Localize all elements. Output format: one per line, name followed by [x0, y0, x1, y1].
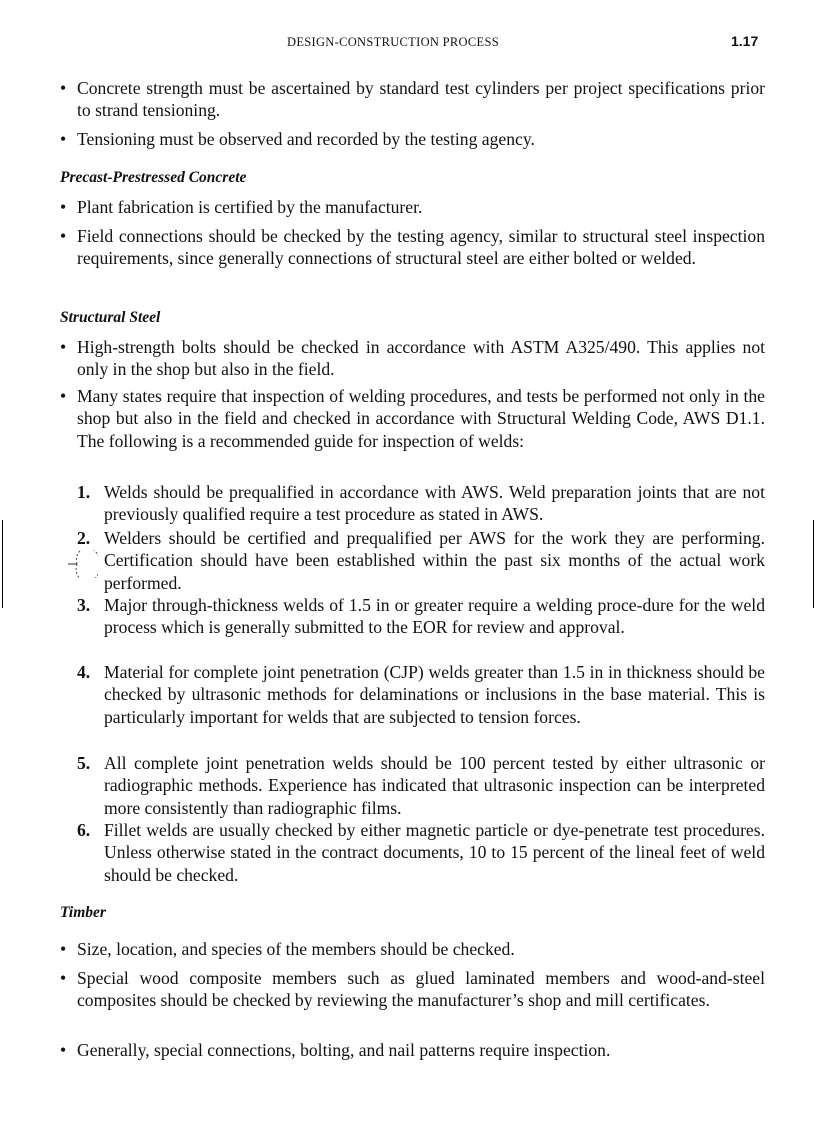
item-number: 3.: [77, 595, 91, 615]
item-number: 1.: [77, 482, 91, 502]
numbered-item: [77, 752, 765, 819]
numbered-item: [77, 661, 765, 728]
bullet-text: Concrete strength must be ascertained by standard test cylinders per project specifications prior to strand tensioning.: [77, 78, 765, 121]
bullet-icon: •: [60, 386, 67, 406]
numbered-item: [77, 527, 765, 594]
bullet-item: [60, 1039, 765, 1061]
bullet-item: [60, 385, 765, 452]
bullet-icon: •: [60, 939, 67, 959]
item-text: All complete joint penetration welds should be 100 percent tested by either ultrasonic or radiographic methods. Experience has indicated that ultrasonic inspection can be interpreted more consistently than radiographic films.: [104, 753, 765, 818]
bullet-icon: •: [60, 1040, 67, 1060]
item-text: Major through-thickness welds of 1.5 in or greater require a welding proce-dure for the weld process which is generally submitted to the EOR for review and approval.: [104, 595, 765, 638]
section-heading-precast: Precast-Prestressed Concrete: [60, 169, 247, 186]
item-number: 6.: [77, 820, 91, 840]
running-header: DESIGN-CONSTRUCTION PROCESS: [287, 35, 499, 49]
item-text: Welders should be certified and prequalified per AWS for the work they are performing. Certification should have been established within the past six months of the actual work performed.: [104, 528, 765, 593]
bullet-icon: •: [60, 78, 67, 98]
section-heading-timber: Timber: [60, 904, 106, 921]
bullet-icon: •: [60, 337, 67, 357]
margin-rule-left: [2, 520, 3, 608]
bullet-icon: •: [60, 968, 67, 988]
item-number: 5.: [77, 753, 91, 773]
bullet-text: Special wood composite members such as glued laminated members and wood-and-steel composites should be checked by reviewing the manufacturer’s shop and mill certificates.: [77, 968, 765, 1011]
bullet-text: Size, location, and species of the members should be checked.: [77, 939, 515, 959]
item-text: Fillet welds are usually checked by either magnetic particle or dye-penetrate test procedures. Unless otherwise stated in the contract documents, 10 to 15 percent of the lineal feet of weld should be checked.: [104, 820, 765, 885]
bullet-item: [60, 225, 765, 270]
bullet-text: Tensioning must be observed and recorded by the testing agency.: [77, 129, 535, 149]
item-text: Welds should be prequalified in accordance with AWS. Weld preparation joints that are not previously qualified require a test procedure as stated in AWS.: [104, 482, 765, 525]
bullet-text: Field connections should be checked by the testing agency, similar to structural steel inspection requirements, since generally connections of structural steel are either bolted or welded.: [77, 226, 765, 269]
bullet-item: [60, 77, 765, 122]
bullet-item: [60, 336, 765, 381]
bullet-item: [60, 967, 765, 1012]
bullet-item: [60, 938, 765, 960]
bullet-text: High-strength bolts should be checked in accordance with ASTM A325/490. This applies not only in the shop but also in the field.: [77, 337, 765, 380]
numbered-item: [77, 819, 765, 886]
item-text: Material for complete joint penetration (CJP) welds greater than 1.5 in in thickness should be checked by ultrasonic methods for delaminations or inclusions in the base material. This is particularly important for welds that are subjected to tension forces.: [104, 662, 765, 727]
bullet-text: Many states require that inspection of welding procedures, and tests be performed not only in the shop but also in the field and checked in accordance with Structural Welding Code, AWS D1.1. The following is a recommended guide for inspection of welds:: [77, 386, 765, 451]
editor-mark-icon: [68, 550, 98, 578]
bullet-item: [60, 128, 765, 150]
bullet-icon: •: [60, 129, 67, 149]
bullet-icon: •: [60, 226, 67, 246]
bullet-icon: •: [60, 197, 67, 217]
item-number: 4.: [77, 662, 91, 682]
bullet-item: [60, 196, 765, 218]
margin-rule-right: [813, 520, 814, 608]
item-number: 2.: [77, 528, 91, 548]
bullet-text: Plant fabrication is certified by the manufacturer.: [77, 197, 423, 217]
page-number: 1.17: [731, 33, 759, 49]
numbered-item: [77, 594, 765, 639]
numbered-item: [77, 481, 765, 526]
section-heading-steel: Structural Steel: [60, 309, 161, 326]
bullet-text: Generally, special connections, bolting, and nail patterns require inspection.: [77, 1040, 611, 1060]
